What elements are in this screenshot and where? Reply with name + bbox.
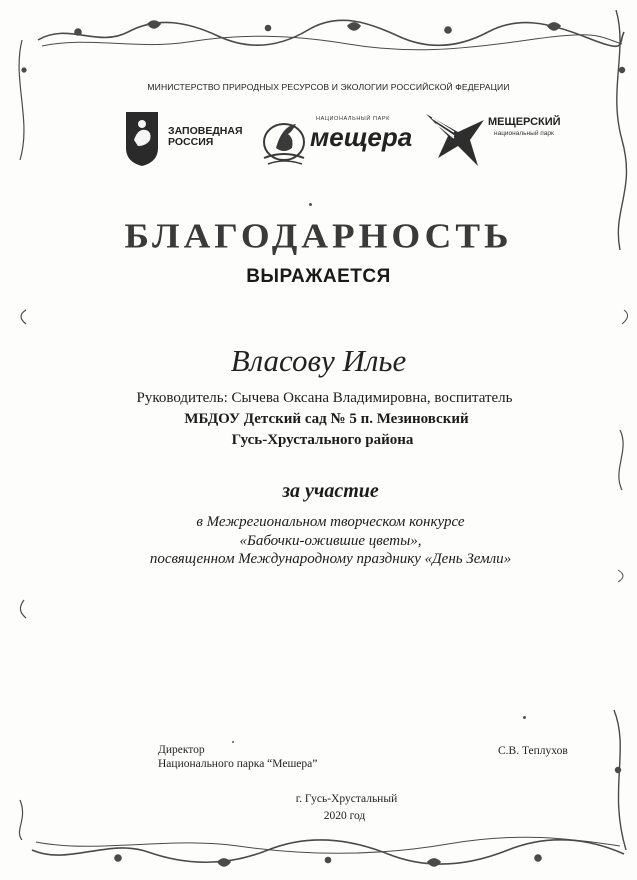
district-line: Гусь-Хрустального района [231,432,414,448]
logo-row [118,104,588,176]
zapovednaya-logo [118,110,243,170]
meshera-small-label: НАЦИОНАЛЬНЫЙ ПАРК [316,116,390,122]
recipient-name: Власову Илье [230,343,407,378]
participation-heading: за участие [282,480,379,502]
expresses-label: ВЫРАЖАЕТСЯ [246,266,391,287]
certificate-title: БЛАГОДАРНОСТЬ [124,217,513,256]
supervisor-line: Руководитель: Сычева Оксана Владимировна, воспитатель [136,390,513,406]
ornament-right-border [604,10,634,850]
ornament-top-border [28,18,628,52]
year-line: 2020 год [323,810,366,822]
mesherskiy-sub: национальный парк [494,130,554,137]
bear-shield-icon [122,110,162,168]
meshera-name: мещера [310,122,413,152]
director-organization: Национального парка “Мешера” [158,758,318,770]
mesherskiy-name: МЕЩЕРСКИЙ [488,116,561,128]
city-line: г. Гусь-Хрустальный [295,793,398,805]
ornament-bottom-border [28,832,628,872]
signer-name: С.В. Теплухов [498,745,568,757]
zapovednaya-line2: РОССИЯ [168,136,214,148]
heron-icon [258,108,314,168]
contest-line-1: в Межрегиональном творческом конкурсе [196,514,465,530]
ministry-header: МИНИСТЕРСТВО ПРИРОДНЫХ РЕСУРСОВ И ЭКОЛОГИИ РОССИЙСКОЙ ФЕДЕРАЦИИ [147,82,510,92]
eagle-icon [424,106,488,168]
contest-line-3: посвященном Международному празднику «День Земли» [149,551,512,567]
institution-line: МБДОУ Детский сад № 5 п. Мезиновский [184,411,469,427]
scan-speck [523,716,526,719]
scan-speck [232,741,234,743]
scan-speck [309,203,312,206]
zapovednaya-line1: ЗАПОВЕДНАЯ [168,125,243,137]
director-title: Директор [158,744,205,756]
meshera-logo [258,104,428,174]
mesherskiy-logo [424,104,594,174]
contest-line-2: «Бабочки-ожившие цветы», [239,533,422,549]
